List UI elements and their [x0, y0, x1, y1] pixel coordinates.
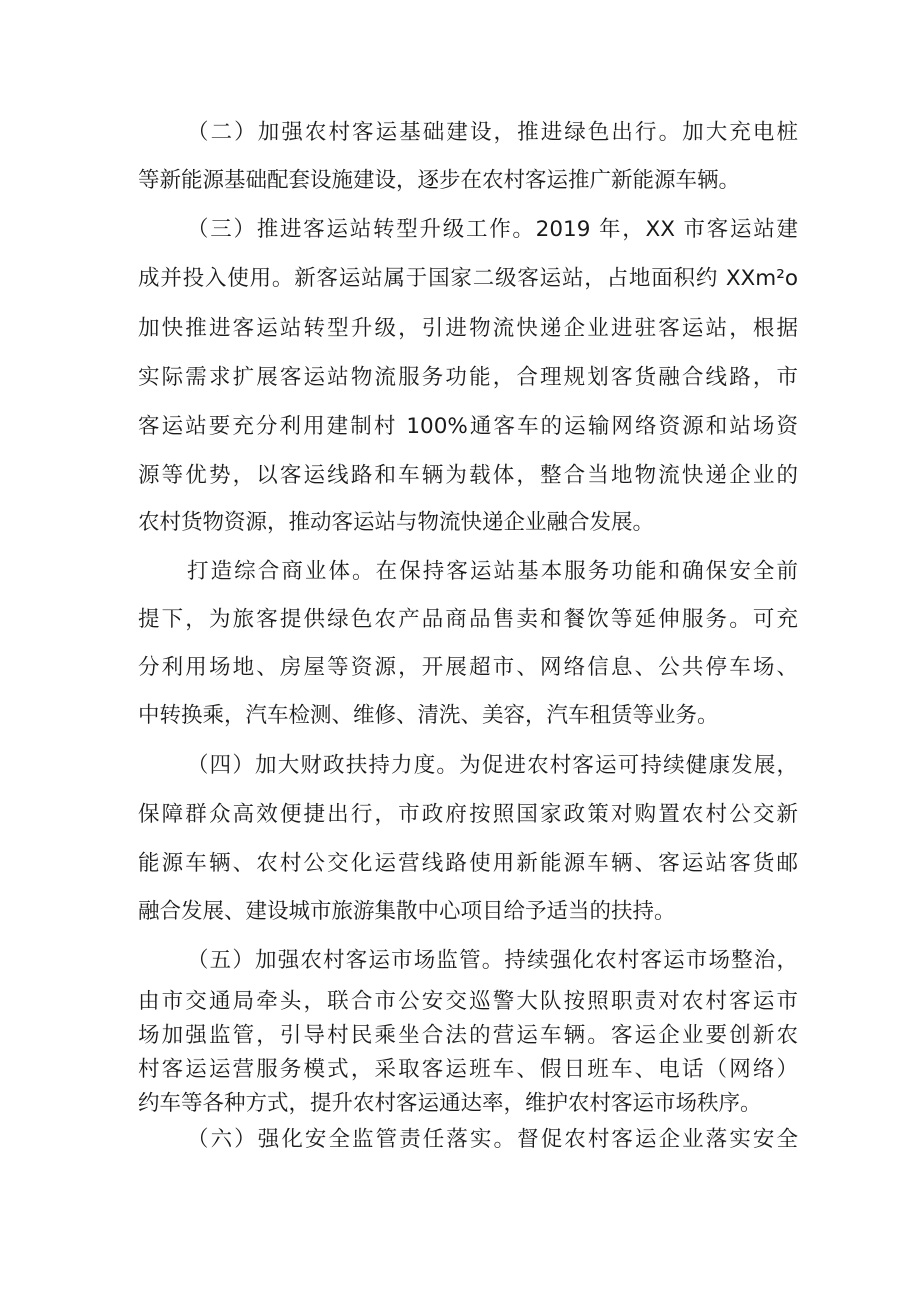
text-line: 客运站要充分利用建制村 100%通客车的运输网络资源和站场资: [138, 414, 798, 439]
text-line: 融合发展、建设城市旅游集散中心项目给予适当的扶持。: [138, 899, 676, 924]
text-line: 约车等各种方式，提升农村客运通达率，维护农村客运市场秩序。: [138, 1091, 762, 1116]
text-line: 能源车辆、农村公交化运营线路使用新能源车辆、客运站客货邮: [138, 851, 798, 876]
text-line: 由市交通局牵头，联合市公安交巡警大队按照职责对农村客运市: [138, 989, 798, 1014]
text-line: 源等优势，以客运线路和车辆为载体，整合当地物流快递企业的: [138, 463, 798, 488]
text-line: （二）加强农村客运基础建设，推进绿色出行。加大充电桩: [187, 120, 798, 145]
text-line: 成并投入使用。新客运站属于国家二级客运站，占地面积约 XXm²o: [138, 266, 798, 291]
text-line: 农村货物资源，推动客运站与物流快递企业融合发展。: [138, 510, 655, 535]
text-line: （五）加强农村客运市场监管。持续强化农村客运市场整治，: [187, 948, 798, 973]
text-line: （四）加大财政扶持力度。为促进农村客运可持续健康发展，: [187, 753, 798, 778]
text-line: （三）推进客运站转型升级工作。2019 年，XX 市客运站建: [187, 217, 798, 242]
text-line: （六）强化安全监管责任落实。督促农村客运企业落实安全: [187, 1127, 798, 1152]
text-line: 实际需求扩展客运站物流服务功能，合理规划客货融合线路，市: [138, 365, 798, 390]
text-line: 保障群众高效便捷出行，市政府按照国家政策对购置农村公交新: [138, 802, 798, 827]
text-line: 中转换乘，汽车检测、维修、清洗、美容，汽车租赁等业务。: [138, 703, 719, 728]
text-line: 分利用场地、房屋等资源，开展超市、网络信息、公共停车场、: [138, 655, 798, 680]
text-line: 提下，为旅客提供绿色农产品商品售卖和餐饮等延伸服务。可充: [138, 607, 798, 632]
text-line: 加快推进客运站转型升级，引进物流快递企业进驻客运站，根据: [138, 316, 798, 341]
text-line: 等新能源基础配套设施建设，逐步在农村客运推广新能源车辆。: [138, 168, 741, 193]
text-line: 场加强监管，引导村民乘坐合法的营运车辆。客运企业要创新农: [138, 1023, 798, 1048]
text-line: 村客运运营服务模式，采取客运班车、假日班车、电话（网络）: [138, 1057, 798, 1082]
text-line: 打造综合商业体。在保持客运站基本服务功能和确保安全前: [187, 559, 798, 584]
